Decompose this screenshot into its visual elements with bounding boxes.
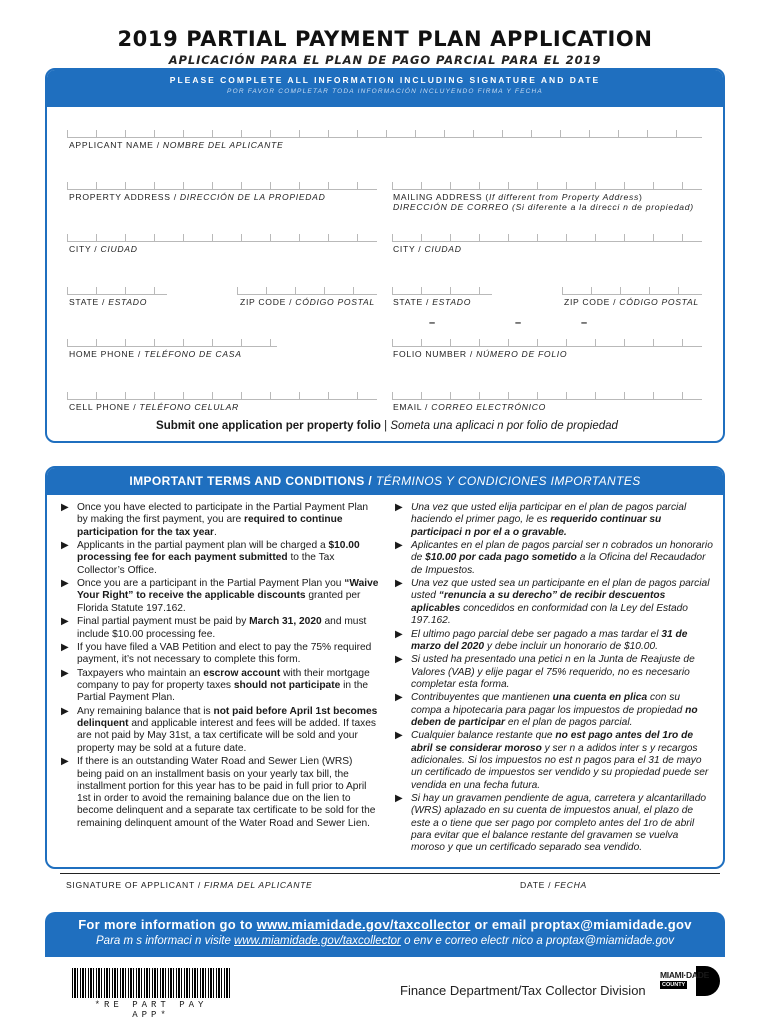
terms-text: Any remaining balance that is	[77, 705, 214, 717]
terms-text: and must include $10.00 processing fee.	[77, 616, 367, 640]
applicant-name-label: APPLICANT NAME / NOMBRE DEL APLICANTE	[69, 140, 284, 150]
taxcollector-link-es[interactable]: www.miamidade.gov/taxcollector	[234, 935, 401, 947]
zip-label-property: ZIP CODE / CÓDIGO POSTAL	[240, 297, 375, 307]
terms-item	[61, 616, 379, 641]
form-title: 2019 PARTIAL PAYMENT PLAN APPLICATION	[117, 27, 653, 51]
terms-text: Once you have elected to participate in the Partial Payment Plan by making the first payment, you are	[77, 502, 369, 526]
property-address-label: PROPERTY ADDRESS / DIRECCIÓN DE LA PROPIEDAD	[69, 192, 326, 202]
terms-text: with their mortgage company to pay for property taxes	[77, 667, 370, 692]
terms-item	[61, 756, 379, 830]
cell-phone-label: CELL PHONE / TELÉFONO CELULAR	[69, 402, 239, 412]
city-input-mailing[interactable]	[392, 234, 702, 242]
terms-text: requerido continuar su participaci n por el a o gravable.	[411, 514, 662, 538]
terms-text: Final partial payment must be paid by	[77, 616, 250, 628]
terms-list-spanish	[395, 502, 713, 856]
mailing-address-input[interactable]	[392, 182, 702, 190]
logo-text: MIAMI·DADE	[660, 970, 709, 980]
terms-text: Cualquier balance restante que	[411, 730, 556, 742]
terms-text: 31 de marzo del 2020	[411, 628, 688, 652]
zip-input-mailing[interactable]	[562, 287, 702, 295]
terms-text: to the Tax Collector’s Office.	[77, 552, 335, 576]
terms-text: no est pago antes del 1ro de abril se considerar moroso	[411, 730, 693, 754]
date-label: DATE / FECHA	[520, 880, 587, 890]
terms-item	[395, 540, 713, 577]
terms-item	[61, 642, 379, 667]
terms-heading: IMPORTANT TERMS AND CONDITIONS /	[129, 474, 376, 488]
terms-text: con su compa a hipotecaria para pagar los impuestos de propiedad	[411, 692, 686, 716]
terms-text: Aplicantes en el plan de pagos parcial ser n cobrados un honorario de	[411, 540, 713, 564]
terms-text: escrow account	[203, 667, 281, 679]
state-label-mailing: STATE / ESTADO	[393, 297, 472, 307]
email-input[interactable]	[392, 392, 702, 400]
terms-item	[395, 793, 713, 854]
city-label-property: CITY / CIUDAD	[69, 244, 138, 254]
terms-item	[61, 668, 379, 705]
folio-separator: –	[515, 317, 522, 329]
terms-item	[61, 502, 379, 539]
terms-item	[395, 654, 713, 691]
terms-item	[395, 629, 713, 654]
terms-text: Si usted ha presentado una petici n en la Junta de Reajuste de Valores (VAB) y elije pagar el 75% requerido, no es necesario completar esta forma.	[411, 654, 695, 690]
applicant-section-heading: PLEASE COMPLETE ALL INFORMATION INCLUDING SIGNATURE AND DATE	[169, 75, 601, 85]
terms-item	[61, 578, 379, 615]
terms-text: should not participate	[233, 680, 341, 692]
terms-text: Una vez que usted sea un participante en el plan de pagos parcial usted	[411, 578, 710, 602]
signature-label: SIGNATURE OF APPLICANT / FIRMA DEL APLICANTE	[66, 880, 313, 890]
terms-text: concedidos en conformidad con la Ley del Estado 197.162.	[411, 602, 688, 627]
terms-text: Contribuyentes que mantienen	[411, 692, 553, 704]
terms-text: $10.00 por cada pago sometido	[425, 552, 577, 564]
terms-text: $10.00 processing fee for each payment submitted	[77, 540, 360, 564]
terms-text: granted per Florida Statute 197.162.	[77, 590, 361, 614]
applicant-info-section	[45, 68, 725, 443]
terms-text: en el plan de pagos parcial.	[504, 716, 633, 728]
info-line-es: Para m s informaci n visite www.miamidade.gov/taxcollector o env e correo electr nico a proptax@miamidade.gov	[96, 935, 674, 947]
terms-text: una cuenta en plica	[552, 692, 648, 704]
state-input-property[interactable]	[67, 287, 167, 295]
terms-heading-es: TÉRMINOS Y CONDICIONES IMPORTANTES	[375, 474, 641, 488]
cell-phone-input[interactable]	[67, 392, 377, 400]
applicant-name-input[interactable]	[67, 130, 702, 138]
terms-text: Applicants in the partial payment plan will be charged a	[77, 540, 329, 552]
terms-text: If you have filed a VAB Petition and elect to pay the 75% required payment, it’s not necessary to complete this form.	[77, 642, 372, 666]
proptax-email-link[interactable]: proptax@miamidade.gov	[530, 917, 692, 932]
mailing-address-label: MAILING ADDRESS (If different from Property Address) DIRECCIÓN DE CORREO (Si diferente a la direcci n de propiedad)	[393, 192, 694, 212]
terms-item	[61, 540, 379, 577]
home-phone-label: HOME PHONE / TELÉFONO DE CASA	[69, 349, 242, 359]
terms-text: y debe incluir un honorario de $10.00.	[484, 640, 658, 652]
terms-item	[395, 730, 713, 791]
terms-text: and applicable interest and fees will be added. If taxes are not paid by May 31st, a tax certificate will be sold and your property may be sold at a future date.	[77, 718, 376, 754]
folio-number-label: FOLIO NUMBER / NÚMERO DE FOLIO	[393, 349, 568, 359]
signature-line[interactable]	[60, 873, 720, 874]
terms-text: not paid before April 1st becomes delinquent	[77, 705, 378, 730]
terms-text: If there is an outstanding Water Road and Sewer Lien (WRS) being paid on an installment basis on your yearly tax bill, the installment portion for this year has to be paid in full prior to April 1st in order to avoid the remaining balance due on the lien to become delinquent and a separate tax certificate to be sold for the remaining delinquent amount of the Water Road and Sewer Lien.	[77, 756, 376, 829]
city-label-mailing: CITY / CIUDAD	[393, 244, 462, 254]
barcode	[72, 968, 230, 998]
terms-item	[395, 502, 713, 539]
terms-item	[395, 578, 713, 627]
terms-text: in the Partial Payment Plan.	[77, 680, 369, 704]
terms-text: Una vez que usted elija participar en el plan de pagos parcial haciendo el primer pago, le es	[411, 502, 687, 526]
state-label-property: STATE / ESTADO	[69, 297, 148, 307]
zip-input-property[interactable]	[237, 287, 377, 295]
terms-text: a la Oficina del Recaudador de Impuestos.	[411, 552, 706, 576]
info-banner	[45, 912, 725, 957]
applicant-section-heading-es: POR FAVOR COMPLETAR TODA INFORMACIÓN INCLUYENDO FIRMA Y FECHA	[227, 88, 543, 95]
zip-label-mailing: ZIP CODE / CÓDIGO POSTAL	[564, 297, 699, 307]
miami-dade-logo	[660, 966, 712, 996]
terms-text: no deben de participar	[411, 704, 698, 728]
terms-text: Taxpayers who maintain an	[77, 667, 204, 679]
city-input-property[interactable]	[67, 234, 377, 242]
logo-county: COUNTY	[662, 982, 686, 988]
barcode-text: *RE PART PAY APP*	[94, 1000, 208, 1020]
terms-text: “Waive Your Right” to receive the applicable discounts	[77, 578, 379, 602]
taxcollector-link[interactable]: www.miamidade.gov/taxcollector	[256, 917, 471, 932]
submit-note: Submit one application per property folio | Someta una aplicaci n por folio de propiedad	[156, 420, 618, 432]
applicant-section-header	[47, 70, 723, 107]
folio-number-input[interactable]	[392, 339, 702, 347]
terms-section	[45, 466, 725, 869]
terms-item	[395, 692, 713, 729]
folio-separator: –	[581, 317, 588, 329]
terms-text: March 31, 2020	[249, 616, 322, 628]
terms-text: El ultimo pago parcial debe ser pagado a mas tardar el	[411, 628, 662, 640]
terms-text: .	[214, 526, 217, 538]
form-subtitle: APLICACIÓN PARA EL PLAN DE PAGO PARCIAL PARA EL 2019	[168, 53, 602, 67]
terms-text: Si hay un gravamen pendiente de agua, carretera y alcantarillado (WRS) aplazado en su cuenta de impuestos anual, el plazo de este a o tiene que ser pago por completo antes del 1ro de abril para evitar que el balance restante del gravamen se vuelva moroso y que un certificado separado sea vendido.	[411, 793, 707, 854]
terms-text: y ser n a adidos inter s y recargos adicionales. Si los impuestos no est n pagos para el 31 de mayo un certificado de impuestos ser vendido y su propiedad puede ser vendida en una fecha futura.	[411, 742, 709, 791]
terms-header	[47, 468, 723, 495]
terms-item	[61, 706, 379, 755]
terms-list-english	[61, 502, 379, 831]
home-phone-input[interactable]	[67, 339, 277, 347]
property-address-input[interactable]	[67, 182, 377, 190]
folio-separator: –	[429, 317, 436, 329]
terms-text: Once you are a participant in the Partial Payment Plan you	[77, 578, 345, 590]
terms-text: required to continue participation for the tax year	[77, 514, 343, 538]
state-input-mailing[interactable]	[392, 287, 492, 295]
department-name: Finance Department/Tax Collector Division	[400, 983, 646, 998]
terms-text: “renuncia a su derecho” de recibir descuentos aplicables	[411, 590, 666, 614]
email-label: EMAIL / CORREO ELECTRÓNICO	[393, 402, 547, 412]
info-line-en: For more information go to www.miamidade.gov/taxcollector or email proptax@miamidade.gov	[78, 917, 692, 932]
